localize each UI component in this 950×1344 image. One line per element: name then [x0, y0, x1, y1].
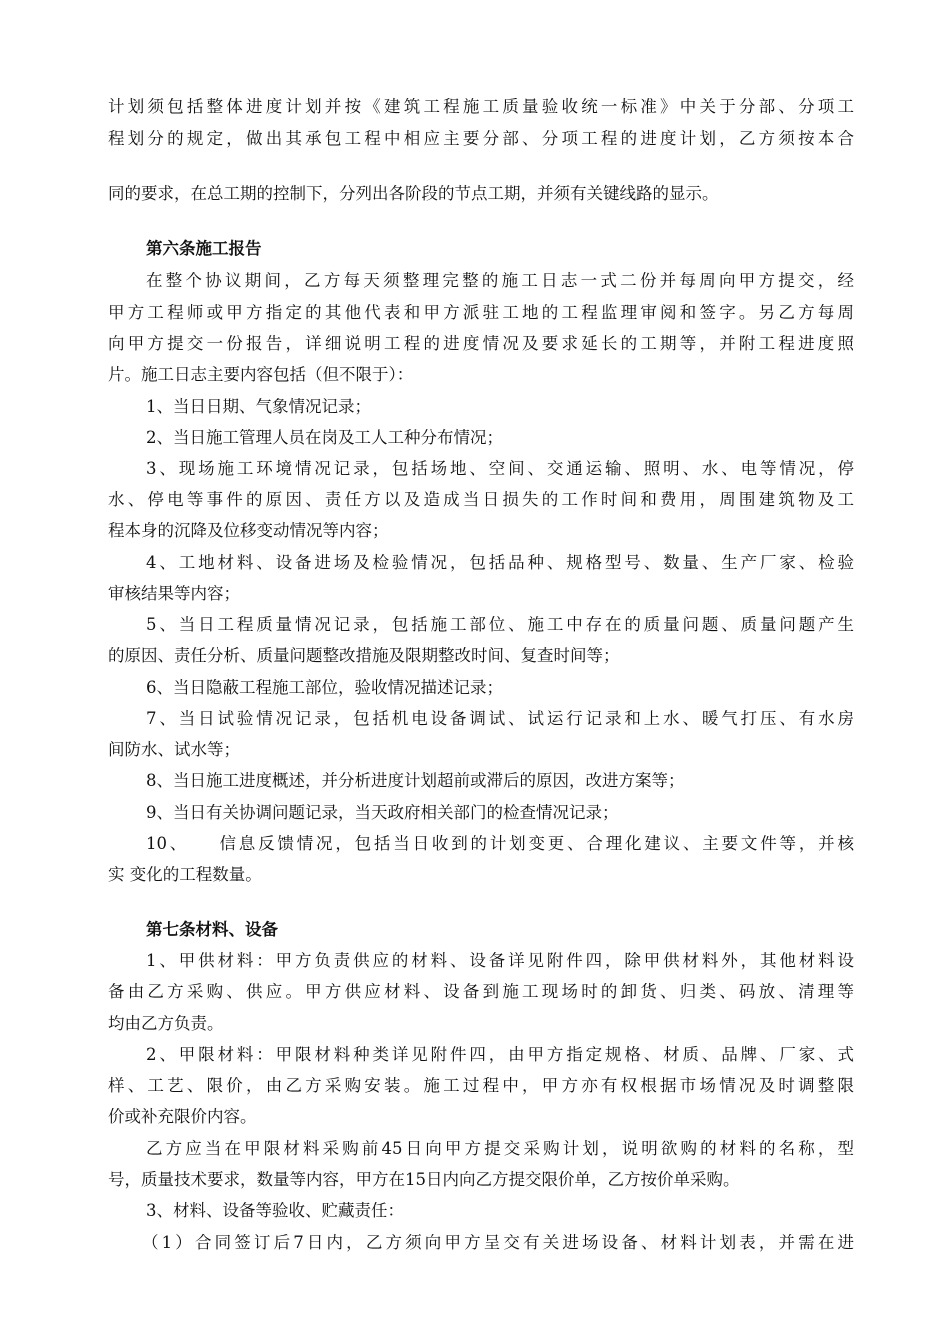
text-line: 的原因、责任分析、质量问题整改措施及限期整改时间、复查时间等；: [108, 646, 620, 665]
text-line: 均由乙方负责。: [108, 1014, 224, 1033]
text-line: 间防水、试水等；: [108, 740, 240, 759]
list-item: （1）合同签订后7日内，乙方须向甲方呈交有关进场设备、材料计划表，并需在进: [142, 1233, 854, 1252]
list-item: 5、当日工程质量情况记录，包括施工部位、施工中存在的质量问题、质量问题产生: [146, 615, 854, 634]
text-line: 在整个协议期间，乙方每天须整理完整的施工日志一式二份并每周向甲方提交，经: [146, 271, 854, 290]
list-item: 3、现场施工环境情况记录，包括场地、空间、交通运输、照明、水、电等情况，停: [146, 459, 854, 478]
list-item: 10、 信息反馈情况，包括当日收到的计划变更、合理化建议、主要文件等，并核: [146, 834, 854, 853]
section-heading: 第六条施工报告: [146, 239, 262, 258]
list-item: 1、甲供材料：甲方负责供应的材料、设备详见附件四，除甲供材料外，其他材料设: [146, 951, 854, 970]
text-line: 实 变化的工程数量。: [108, 865, 262, 884]
list-item: 2、甲限材料：甲限材料种类详见附件四，由甲方指定规格、材质、品牌、厂家、式: [146, 1045, 854, 1064]
text-line: 价或补充限价内容。: [108, 1107, 257, 1126]
text-line: 程本身的沉降及位移变动情况等内容；: [108, 521, 389, 540]
text-line: 备由乙方采购、供应。甲方供应材料、设备到施工现场时的卸货、归类、码放、清理等: [108, 982, 854, 1001]
text-line: 乙方应当在甲限材料采购前45日向甲方提交采购计划，说明欲购的材料的名称，型: [146, 1139, 854, 1158]
list-item: 4、工地材料、设备进场及检验情况，包括品种、规格型号、数量、生产厂家、检验: [146, 553, 854, 572]
text-line: 样、工艺、限价，由乙方采购安装。施工过程中，甲方亦有权根据市场情况及时调整限: [108, 1076, 854, 1095]
text-line: 甲方工程师或甲方指定的其他代表和甲方派驻工地的工程监理审阅和签字。另乙方每周: [108, 303, 854, 322]
text-line: 审核结果等内容；: [108, 584, 240, 603]
list-item: 8、当日施工进度概述，并分析进度计划超前或滞后的原因，改进方案等；: [146, 771, 685, 790]
list-item: 7、当日试验情况记录，包括机电设备调试、试运行记录和上水、暖气打压、有水房: [146, 709, 854, 728]
text-line: 水、停电等事件的原因、责任方以及造成当日损失的工作时间和费用，周围建筑物及工: [108, 490, 854, 509]
list-item: 6、当日隐蔽工程施工部位，验收情况描述记录；: [146, 678, 503, 697]
text-line: 程划分的规定，做出其承包工程中相应主要分部、分项工程的进度计划，乙方须按本合: [108, 129, 854, 148]
text-line: 号，质量技术要求，数量等内容，甲方在15日内向乙方提交限价单，乙方按价单采购。: [108, 1170, 740, 1189]
list-item: 2、当日施工管理人员在岗及工人工种分布情况；: [146, 428, 503, 447]
text-line: 片。施工日志主要内容包括（但不限于）：: [108, 365, 414, 384]
section-heading: 第七条材料、设备: [146, 920, 278, 939]
text-line: 同的要求，在总工期的控制下，分列出各阶段的节点工期，并须有关键线路的显示。: [108, 184, 719, 203]
list-item: 3、材料、设备等验收、贮藏责任：: [146, 1201, 404, 1220]
text-line: 计划须包括整体进度计划并按《建筑工程施工质量验收统一标准》中关于分部、分项工: [108, 97, 854, 116]
list-item: 9、当日有关协调问题记录，当天政府相关部门的检查情况记录；: [146, 803, 619, 822]
list-item: 1、当日日期、气象情况记录；: [146, 397, 371, 416]
text-line: 向甲方提交一份报告，详细说明工程的进度情况及要求延长的工期等，并附工程进度照: [108, 334, 854, 353]
